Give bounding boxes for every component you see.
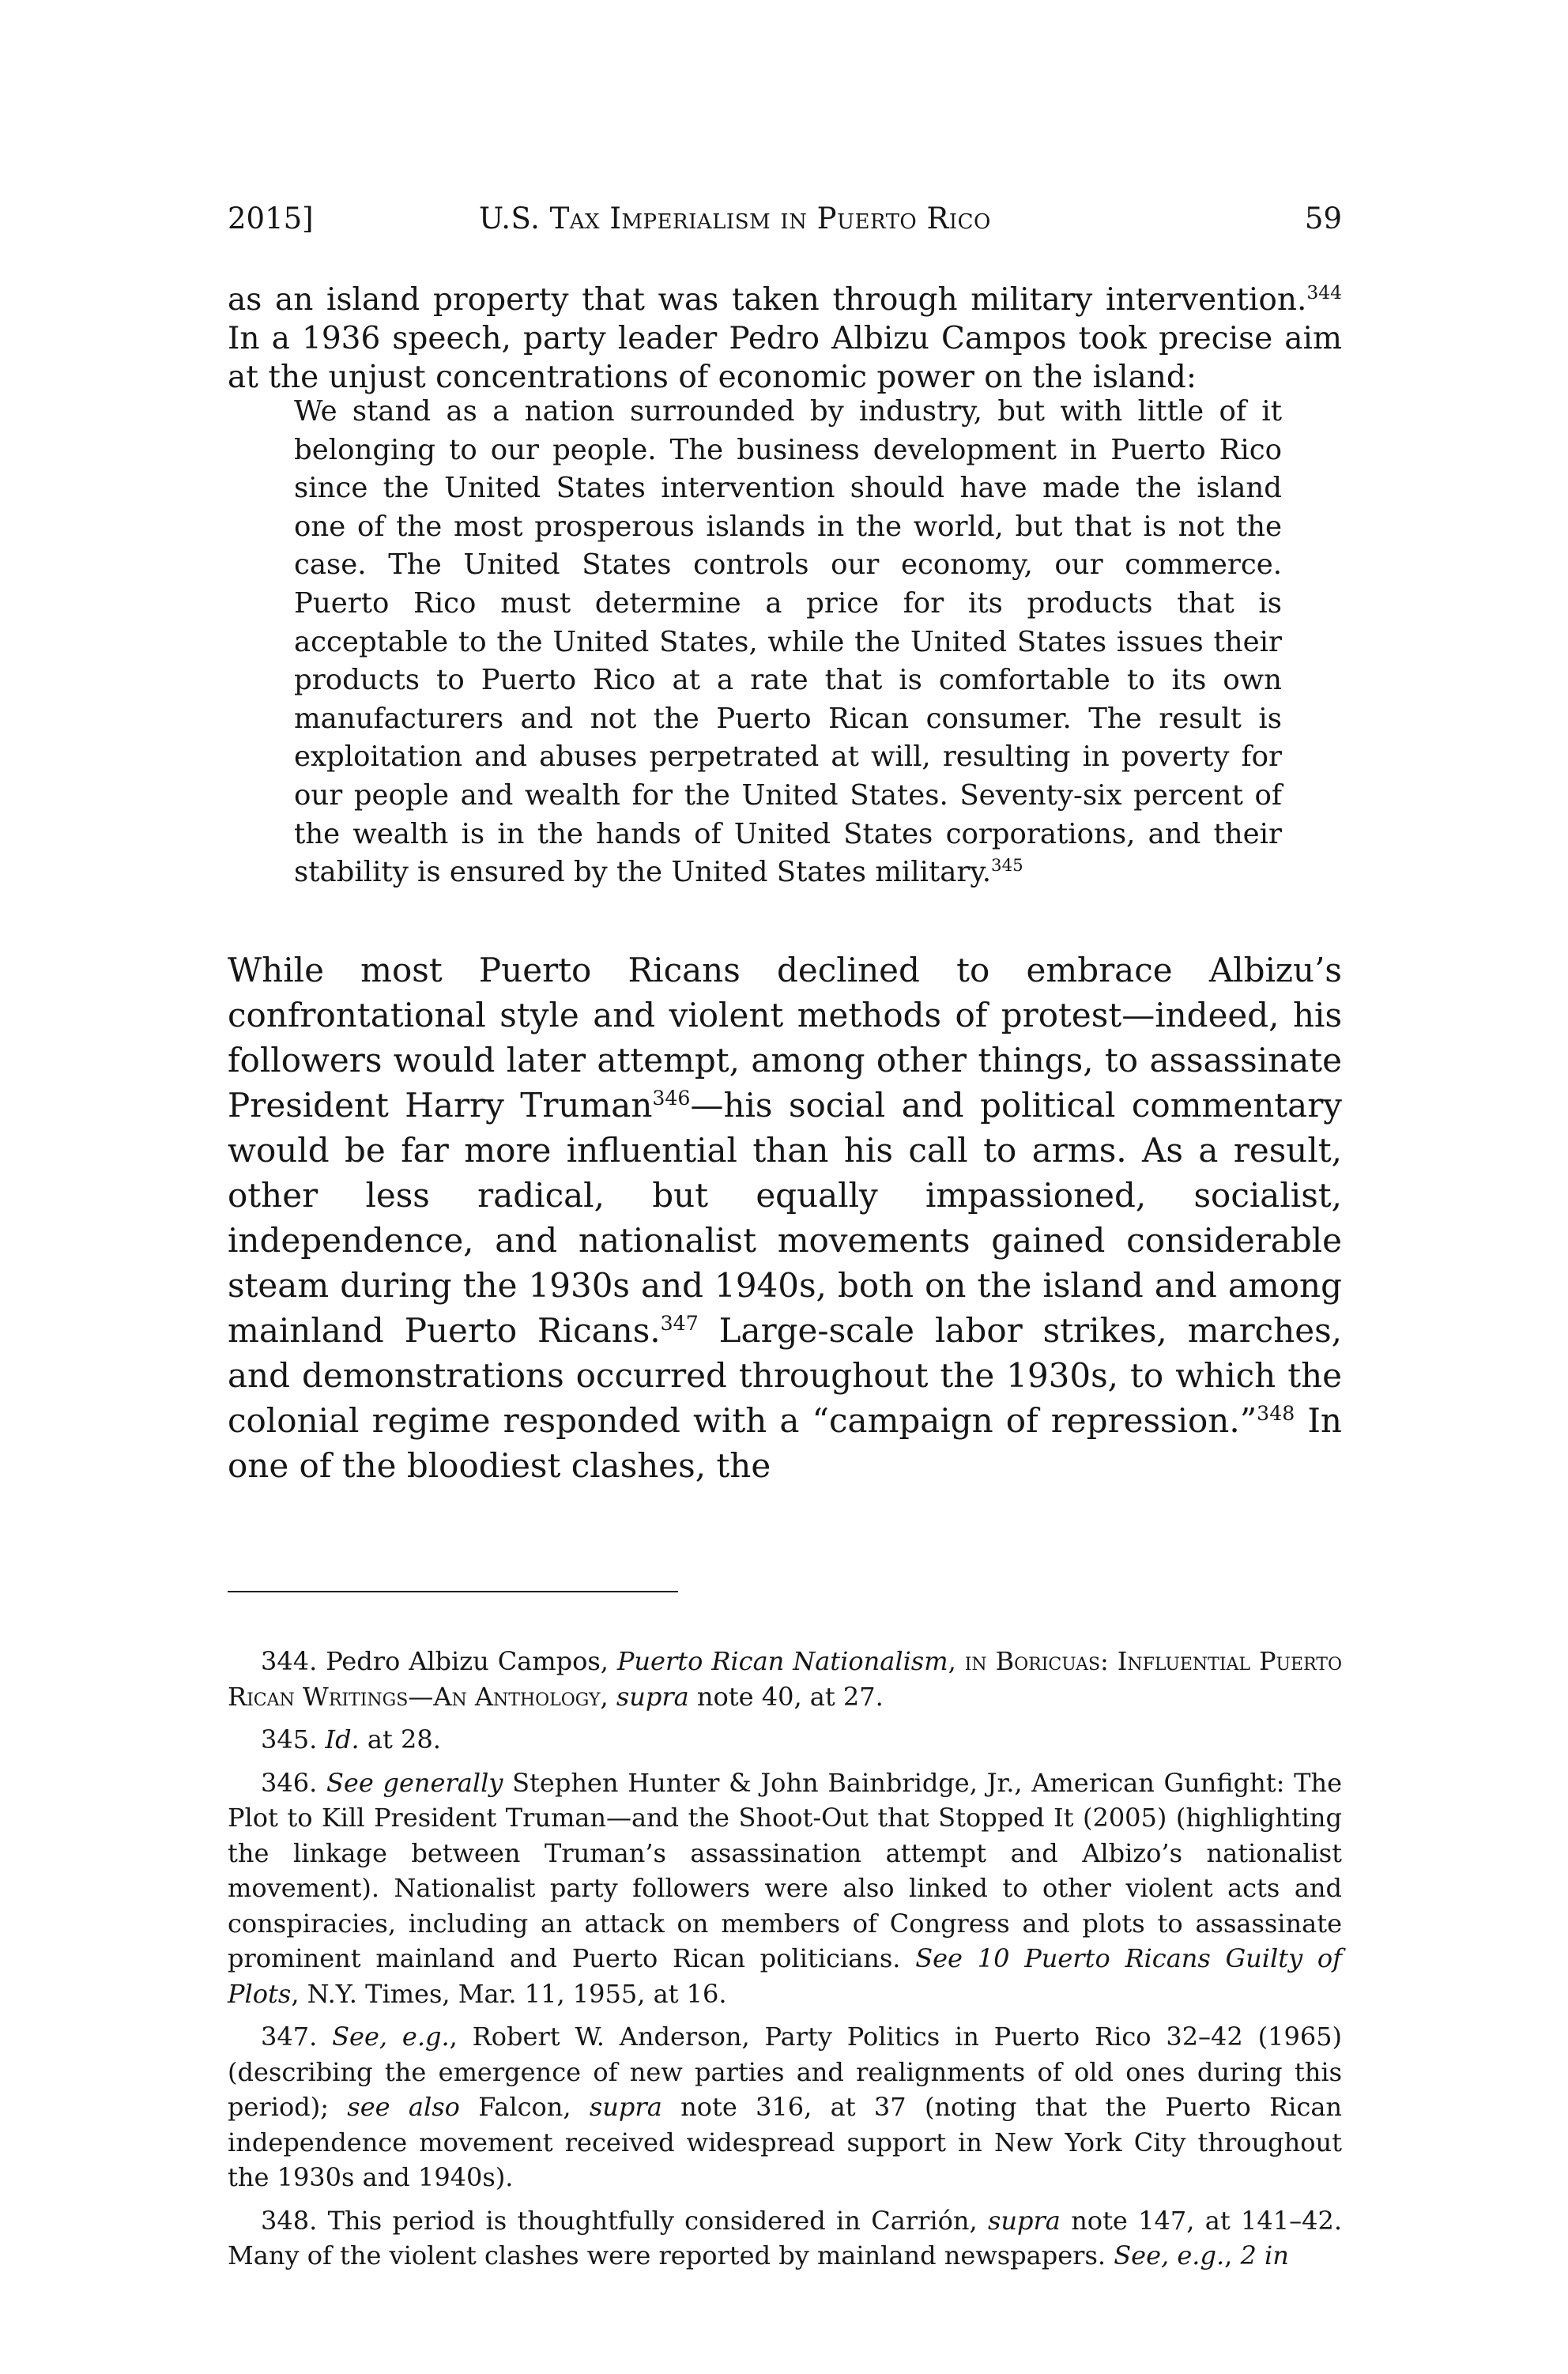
text: While most Puerto Ricans declined to embrace Albizu’s confrontational style and violent methods of protest—indeed, his followers would later attempt, among other things, to assassinate President Harry Truman: [228, 951, 1342, 1125]
text: note 316, at 37 (noting that the Puerto Rican independence movement received widespread support in New York City throughout the 1930s and 1940s).: [228, 2092, 1343, 2192]
body-paragraph-1: [228, 281, 1342, 397]
italic-text: See, e.g.: [1114, 2240, 1225, 2270]
italic-text: See 10 Puerto Ricans Guilty of Plots: [228, 1943, 1343, 2009]
footnote-344: [228, 1644, 1342, 1714]
text: Stephen Hunter & John Bainbridge, Jr., American Gunfight: The Plot to Kill President Truman—and the Shoot-Out that Stopped It (2005) (highlighting the linkage between Truman’s assassination attempt and Albizo’s nationalist movement). Nationalist party followers were also linked to other violent acts and conspiracies, including an attack on members of Congress and plots to assassinate prominent mainland and Puerto Rican politicians.: [228, 1767, 1343, 1973]
text: at 28.: [359, 1724, 441, 1754]
italic-text: supra: [616, 1681, 689, 1712]
body-paragraph-2: [228, 948, 1342, 1488]
text: —his social and political commentary would be far more influential than his call to arms. As a result, other less radical, but equally impassioned, socialist, independence, and nationalist movements gained considerable steam during the 1930s and 1940s, both on the island and among mainland Puerto Ricans.: [228, 1086, 1342, 1350]
quote-text: We stand as a nation surrounded by industry, but with little of it belonging to our people. The business development in Puerto Rico since the United States intervention should have made the island one of the most prosperous islands in the world, but that is not the case. The United States controls our economy, our commerce. Puerto Rico must determine a price for its products that is acceptable to the United States, while the United States issues their products to Puerto Rico at a rate that is comfortable to its own manufacturers and not the Puerto Rican consumer. The result is exploitation and abuses perpetrated at will, resulting in poverty for our people and wealth for the United States. Seventy-six percent of the wealth is in the hands of United States corporations, and their stability is ensured by the United States military.: [294, 395, 1282, 889]
footnote-ref[interactable]: 345: [991, 856, 1023, 876]
page-number: 59: [1304, 202, 1342, 236]
footnote-ref[interactable]: 344: [1306, 281, 1342, 303]
footnote-number: 345.: [261, 1724, 318, 1754]
italic-text: supra: [987, 2205, 1061, 2236]
italic-text: see also: [347, 2092, 460, 2122]
text: In one of the bloodiest clashes, the: [228, 1401, 1342, 1485]
footnote-ref[interactable]: 348: [1257, 1402, 1295, 1425]
italic-text: Puerto Rican Nationalism: [616, 1646, 948, 1676]
text: Large-scale labor strikes, marches, and demonstrations occurred throughout the 1930s, to which the colonial regime responded with a “campaign of repression.”: [228, 1311, 1342, 1440]
footnote-number: 348.: [261, 2205, 318, 2236]
text: This period is thoughtfully considered in Carrión,: [317, 2205, 988, 2236]
running-header: [228, 202, 1342, 249]
italic-text: See, e.g.: [332, 2022, 450, 2052]
text: In a 1936 speech, party leader Pedro Albizu Campos took precise aim at the unjust concentrations of economic power on the island:: [228, 321, 1342, 395]
text: , in Boricuas: Influential Puerto Rican Writings—An Anthology,: [228, 1646, 1343, 1712]
footnote-346: [228, 1765, 1342, 2012]
footnote-ref[interactable]: 347: [660, 1312, 699, 1335]
footnote-347: [228, 2019, 1342, 2195]
text: [317, 2022, 332, 2052]
italic-text: 2 in: [1240, 2240, 1289, 2270]
text: Pedro Albizu Campos,: [317, 1646, 617, 1676]
footnote-345: [228, 1722, 1342, 1758]
text: , N.Y. Times, Mar. 11, 1955, at 16.: [291, 1978, 727, 2009]
footnote-number: 344.: [261, 1646, 318, 1676]
footnote-ref[interactable]: 346: [652, 1087, 691, 1110]
block-quote: [294, 393, 1282, 892]
text: [317, 1768, 326, 1798]
text: ,: [1224, 2240, 1241, 2270]
text: Falcon,: [459, 2092, 590, 2122]
footnote-number: 346.: [261, 1767, 318, 1798]
italic-text: Id.: [325, 1724, 360, 1754]
text: [317, 1724, 325, 1754]
text: , Robert W. Anderson, Party Politics in Puerto Rico 32–42 (1965) (describing the emergence of new parties and realignments of old ones during this period);: [228, 2022, 1343, 2122]
text: as an island property that was taken through military intervention.: [228, 282, 1307, 318]
footnote-divider: [228, 1591, 678, 1592]
italic-text: See generally: [326, 1767, 503, 1798]
footnote-number: 347.: [261, 2022, 318, 2052]
footnotes-section: [228, 1644, 1342, 2282]
italic-text: supra: [589, 2092, 662, 2122]
header-title: U.S. Tax Imperialism in Puerto Rico: [479, 202, 991, 236]
footnote-348: [228, 2203, 1342, 2274]
text: note 147, at 141–42. Many of the violent clashes were reported by mainland newspapers.: [228, 2205, 1342, 2270]
text: note 40, at 27.: [688, 1681, 884, 1712]
header-year: 2015]: [228, 202, 314, 236]
